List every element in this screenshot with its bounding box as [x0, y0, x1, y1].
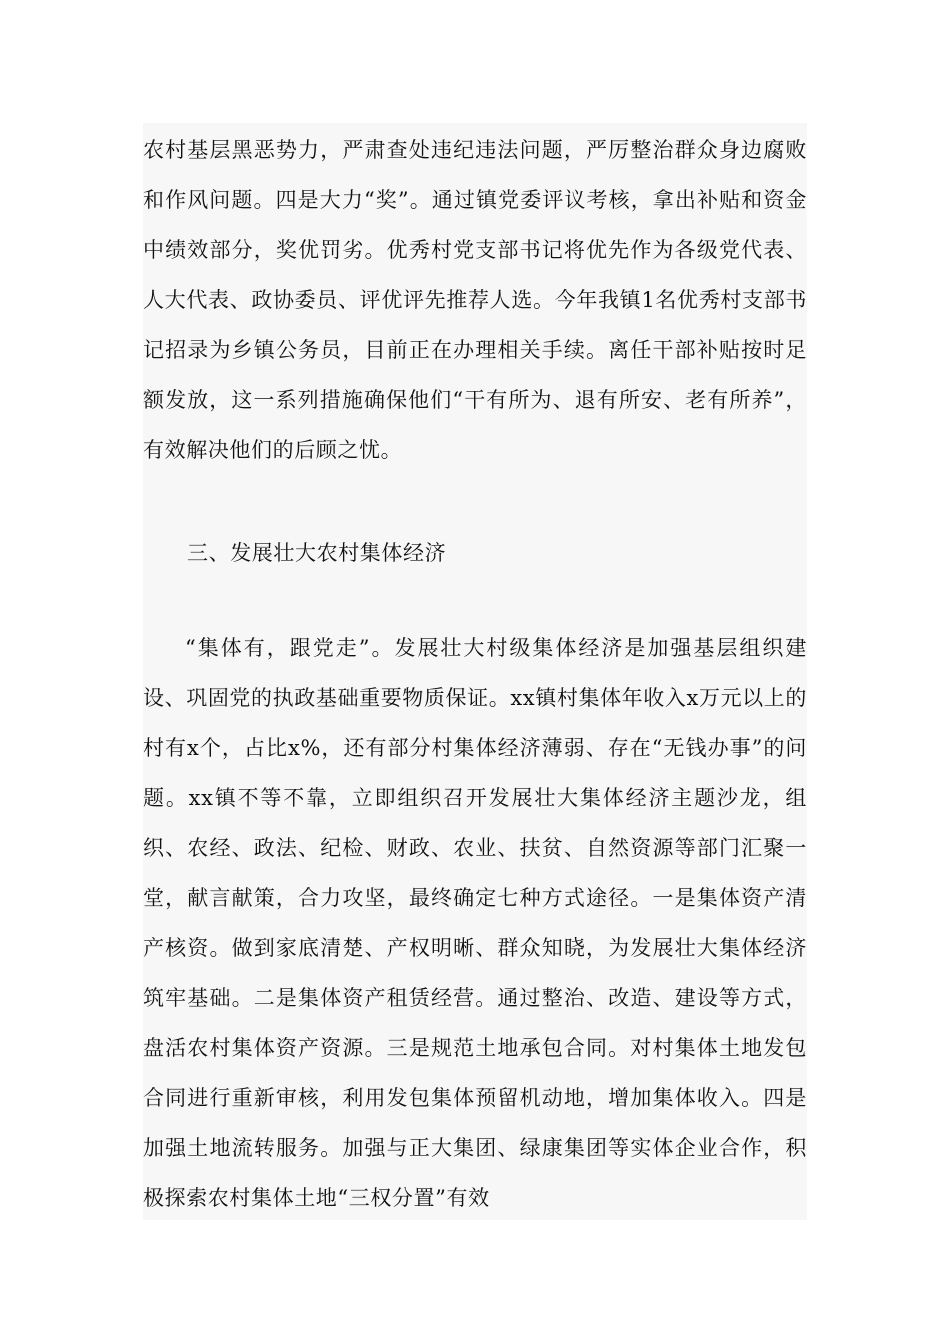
document-page [143, 123, 807, 1220]
body-paragraph-1: 农村基层黑恶势力，严肃查处违纪违法问题，严厉整治群众身边腐败和作风问题。四是大力“奖”。通过镇党委评议考核，拿出补贴和资金中绩效部分，奖优罚劣。优秀村党支部书记将优先作为各级党代表、人大代表、政协委员、评优评先推荐人选。今年我镇1名优秀村支部书记招录为乡镇公务员，目前正在办理相关手续。离任干部补贴按时足额发放，这一系列措施确保他们“干有所为、退有所安、老有所养”，有效解决他们的后顾之忧。 [143, 138, 807, 462]
body-paragraph-2: “集体有，跟党走”。发展壮大村级集体经济是加强基层组织建设、巩固党的执政基础重要物质保证。xx镇村集体年收入x万元以上的村有x个，占比x%，还有部分村集体经济薄弱、存在“无钱办事”的问题。xx镇不等不靠，立即组织召开发展壮大集体经济主题沙龙，组织、农经、政法、纪检、财政、农业、扶贫、自然资源等部门汇聚一堂，献言献策，合力攻坚，最终确定七种方式途径。一是集体资产清产核资。做到家底清楚、产权明晰、群众知晓，为发展壮大集体经济筑牢基础。二是集体资产租赁经营。通过整治、改造、建设等方式，盘活农村集体资产资源。三是规范土地承包合同。对村集体土地发包合同进行重新审核，利用发包集体预留机动地，增加集体收入。四是加强土地流转服务。加强与正大集团、绿康集团等实体企业合作，积极探索农村集体土地“三权分置”有效 [143, 636, 807, 1210]
section-heading: 三、发展壮大农村集体经济 [187, 541, 447, 565]
